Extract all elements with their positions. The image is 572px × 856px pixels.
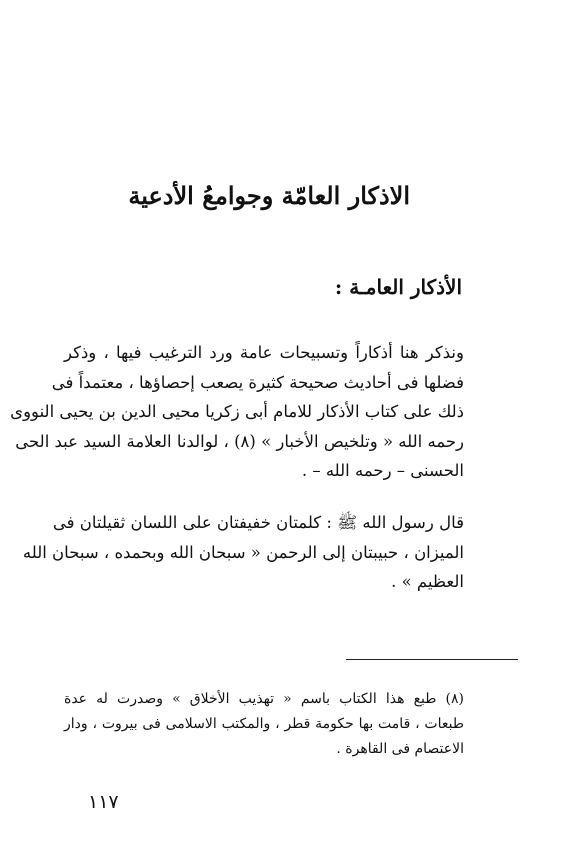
page-number: ١١٧ <box>88 791 119 813</box>
paragraph-line: ونذكر هنا أذكاراً وتسبيحات عامة ورد الترغيب فيها ، وذكر <box>64 343 464 362</box>
paragraph-line: ذلك على كتاب الأذكار للامام أبى زكريا محيى الدين بن يحيى النووى <box>10 402 464 421</box>
paragraph-line: العظيم » . <box>391 572 464 591</box>
section-heading: الأذكار العامـة : <box>334 275 462 299</box>
footnote <box>64 687 464 762</box>
footnote-divider <box>346 659 518 660</box>
paragraph-line: رحمه الله « وتلخيص الأخبار » (٨) ، لوالدنا العلامة السيد عبد الحى <box>15 431 464 451</box>
paragraph-hadith <box>22 508 464 597</box>
paragraph-line: الميزان ، حبيبتان إلى الرحمن « سبحان الله وبحمده ، سبحان الله <box>22 542 464 562</box>
chapter-title: الاذكار العامّة وجوامعُ الأدعية <box>128 181 410 210</box>
paragraph-line: الحسنى – رحمه الله – . <box>301 461 464 480</box>
paragraph-line: فضلها فى أحاديث صحيحة كثيرة يصعب إحصاؤها ، معتمداً فى <box>51 372 464 392</box>
paragraph-line: قال رسول الله ﷺ : كلمتان خفيفتان على اللسان ثقيلتان فى <box>52 513 464 532</box>
paragraph-adhkar-intro <box>10 338 464 486</box>
footnote-line: (٨) طبع هذا الكتاب باسم « تهذيب الأخلاق » وصدرت له عدة <box>64 691 464 707</box>
footnote-line: طبعات ، قامت بها حكومة قطر ، والمكتب الاسلامى فى بيروت ، ودار <box>64 716 464 732</box>
footnote-line: الاعتصام فى القاهرة . <box>336 741 464 757</box>
